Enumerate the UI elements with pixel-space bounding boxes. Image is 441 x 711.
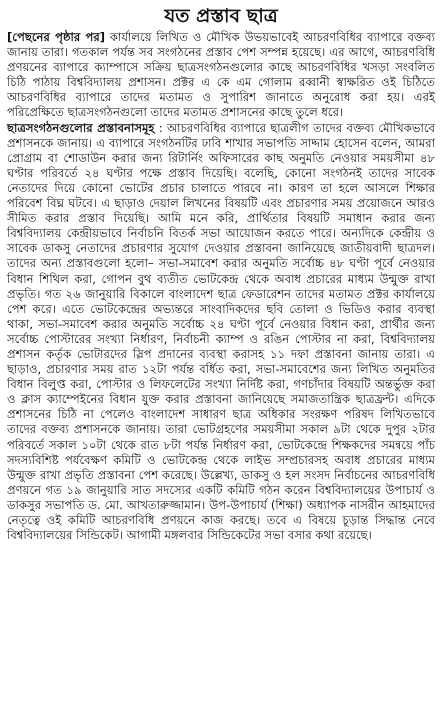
continuation-tag: [পেছনের পৃষ্ঠার পর] [7,30,106,44]
proposals-subhead: ছাত্রসংগঠনগুলোর প্রস্তাবনাসমূহ [7,120,155,135]
article-body [7,30,435,543]
proposals-text: : আচরণবিধির ব্যাপারে ছাত্রলীগ তাদের বক্তব্য মৌখিকভাবে প্রশাসনকে জানায়। এ ব্যাপারে সংগঠনটির ঢাবি শাখার সভাপতি সাদ্দাম হোসেন বলেন, আমরা প্রোগ্রাম বা শোডাউন করার জন্য রিটার্নিং অফিসারের কাছ অনুমতি নেওয়ার সময়সীমা ৪৮ ঘণ্টার পরিবর্তে ২৪ ঘণ্টার পক্ষে প্রস্তাব দিয়েছি। বলেছি, কোনো সংগঠনই তাদের সাবেক নেতাদের দিয়ে কোনো ভোটের প্রচার চালাতে পারবে না। কারণ তা হলে আসলে শিক্ষার পরিবেশ বিঘ্ন ঘটবে। এ ছাড়াও দেয়াল লিখনের বিষয়টি এবং প্রচারণার সময় প্রয়োজনে আরও সীমিত করার প্রস্তাব দিয়েছি। আমি মনে করি, প্রার্থিতার বিষয়টি সমাধান করার জন্য বিশ্ববিদ্যালয় কেন্দ্রীয়ভাবে নির্বাচনি বিতর্ক সভা আয়োজন করতে পারে। অন্যদিকে কেন্দ্রীয় ও সাবেক ডাকসু নেতাদের প্রচারণার সুযোগ দেওয়ার প্রস্তাবনা জানিয়েছে জাতীয়বাদী ছাত্রদল। তাদের অন্য প্রস্তাবগুলো হলো– সভা-সমাবেশ করার অনুমতি সর্বোচ্চ ৪৮ ঘণ্টা পূর্বে নেওয়ার বিধান শিথিল করা, গোপন বুথ ব্যতীত ভোটকেন্দ্র থেকে অবাধ প্রচারের মাধ্যম উন্মুক্ত রাখা প্রভৃতি। গত ২৬ জানুয়ারি বিকালে বাংলাদেশ ছাত্র ফেডারেশন তাদের মতামত প্রক্টর কার্যালয়ে পেশ করে। এতে ভোটকেন্দ্রের অভ্যন্তরে সাংবাদিকদের ছবি তোলা ও ভিডিও করার ব্যবস্থা থাকা, সভা-সমাবেশ করার অনুমতি সর্বোচ্চ ২৪ ঘণ্টা পূর্বে নেওয়ার বিধান করা, প্রার্থীর জন্য সর্বোচ্চ পোস্টারের সংখ্যা নির্ধারণ, নির্বাচনী ক্যাম্প ও রঙিন পোস্টার না করা, বিশ্ববিদ্যালয় প্রশাসন কর্তৃক ভোটারদের স্লিপ প্রদানের ব্যবস্থা করাসহ ১১ দফা প্রস্তাবনা জানায় তারা। এ ছাড়াও, প্রচারণার সময় রাত ১২টা পর্যন্ত বর্ধিত করা, সভা-সমাবেশের জন্য লিখিত অনুমতির বিধান বিলুপ্ত করা, পোস্টার ও লিফলেটের সংখ্যা নির্দিষ্ট করা, গণচাঁদার বিষয়টি অন্তর্ভুক্ত করা ও ক্লাস ক্যাম্পেইনের বিধান যুক্ত করার প্রস্তাবনা জানিয়েছে সমাজতান্ত্রিক ছাত্রফ্রন্ট। এদিকে প্রশাসনের চিঠি না পেলেও বাংলাদেশ সাধারণ ছাত্র অধিকার সংরক্ষণ পরিষদ লিখিতভাবে তাদের বক্তব্য প্রশাসনকে জানায়। তারা ভোটগ্রহণের সময়সীমা সকাল ৯টা থেকে দুপুর ২টার পরিবর্তে সকাল ১০টা থেকে রাত ৮টা পর্যন্ত নির্ধারণ করা, ভোটকেন্দ্রে শিক্ষকদের সমন্বয়ে পাঁচ সদস্যবিশিষ্ট পর্যবেক্ষণ কমিটি ও ভোটকেন্দ্র থেকে লাইভ সম্প্রচারসহ অবাধ প্রচারের মাধ্যম উন্মুক্ত রাখা প্রভৃতি প্রস্তাবনা পেশ করেছে। উল্লেখ্য, ডাকসু ও হল সংসদ নির্বাচনের আচরণবিধি প্রণয়নে গত ১৯ জানুয়ারি সাত সদস্যের একটি কমিটি গঠন করেন বিশ্ববিদ্যালয়ের উপাচার্য ও ডাকসুর সভাপতি ড. মো. আখতারুজ্জামান। উপ-উপাচার্য (শিক্ষা) অধ্যাপক নাসরীন আহমাদের নেতৃত্বে ওই কমিটি আচরণবিধি প্রণয়নে কাজ করছে। তবে এ বিষয়ে চূড়ান্ত সিদ্ধান্ত নেবে বিশ্ববিদ্যালয়ের সিন্ডিকেট। আগামী মঙ্গলবার সিন্ডিকেটের সভা বসার কথা রয়েছে। [7,120,435,543]
intro-text: কার্যালয়ে লিখিত ও মৌখিক উভয়ভাবেই আচরণবিধির ব্যাপারে বক্তব্য জানায় তারা। গতকাল পর্যন্ত সব সংগঠনের প্রস্তাব পেশ সম্পন্ন হয়েছে। এর আগে, আচরণবিধি প্রণয়নের ব্যাপারে ক্যাম্পাসে সক্রিয় ছাত্রসংগঠনগুলোর কাছে আচরণবিধির খসড়া সংবলিত চিঠি পাঠায় বিশ্ববিদ্যালয় প্রশাসন। প্রক্টর এ কে এম গোলাম রব্বানী স্বাক্ষরিত ওই চিঠিতে আচরণবিধির ব্যাপারে তাদের মতামত ও সুপারিশ জানাতে অনুরোধ করা হয়। এরই পরিপ্রেক্ষিতে ছাত্রসংগঠনগুলো তাদের মতামত প্রশাসনের কাছে তুলে ধরে। [7,30,435,120]
proposals-paragraph [7,121,435,544]
article-headline: যত প্রস্তাব ছাত্র [164,5,278,27]
intro-paragraph [7,30,435,121]
